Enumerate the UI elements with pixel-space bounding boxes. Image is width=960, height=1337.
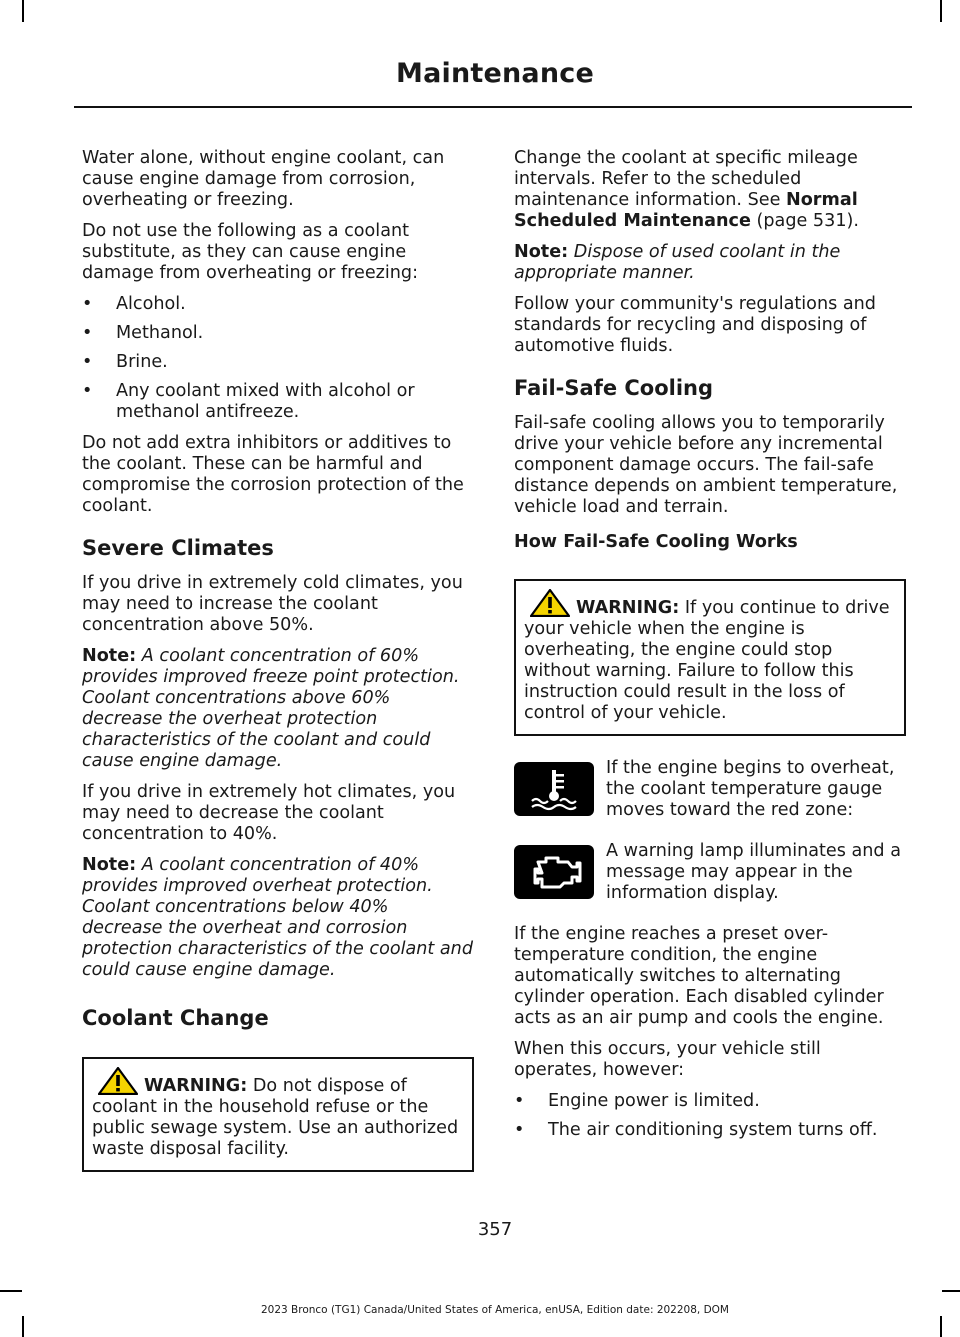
engine-glyph bbox=[524, 852, 584, 892]
paragraph: Follow your community's regulations and standards for recycling and disposing of automotive fluids. bbox=[514, 294, 876, 356]
warning-triangle-icon bbox=[530, 589, 570, 617]
list-item: • The air conditioning system turns off. bbox=[514, 1120, 906, 1141]
paragraph: Fail-safe cooling allows you to temporarily drive your vehicle before any incremental component damage occurs. The fail-safe distance depends on ambient temperature, vehicle load and terrain. bbox=[514, 413, 898, 517]
paragraph: When this occurs, your vehicle still operates, however: bbox=[514, 1039, 821, 1080]
icon-description: A warning lamp illuminates and a message may appear in the information display. bbox=[606, 841, 901, 903]
icon-description: If the engine begins to overheat, the coolant temperature gauge moves toward the red zone: bbox=[606, 758, 895, 820]
list-item: • Brine. bbox=[82, 352, 474, 373]
paragraph bbox=[514, 148, 906, 232]
subheading-how-fail-safe-works: How Fail-Safe Cooling Works bbox=[514, 532, 798, 552]
footer-edition-info: 2023 Bronco (TG1) Canada/United States of America, enUSA, Edition date: 202208, DOM bbox=[260, 1304, 729, 1316]
note bbox=[514, 242, 906, 284]
page-number: 357 bbox=[477, 1219, 513, 1240]
note-text: A coolant concentration of 40% provides improved overheat protection. Coolant concentrations below 40% decrease the overheat and corrosion protection characteristics of the coolant and could cause engine damage. bbox=[82, 855, 474, 980]
note-text: A coolant concentration of 60% provides improved freeze point protection. Coolant concentrations above 60% decrease the overheat protection characteristics of the coolant and could cause engine damage. bbox=[82, 646, 460, 771]
list-item: • Any coolant mixed with alcohol or methanol antifreeze. bbox=[82, 381, 474, 423]
crop-mark-bottom-left bbox=[22, 1316, 24, 1337]
header-divider bbox=[74, 106, 912, 108]
note bbox=[82, 646, 474, 772]
paragraph: If you drive in extremely hot climates, you may need to decrease the coolant concentration to 40%. bbox=[82, 782, 456, 844]
list-item: • Alcohol. bbox=[82, 294, 474, 315]
note-label: Note: bbox=[514, 242, 569, 262]
list-item: • Engine power is limited. bbox=[514, 1091, 906, 1112]
warning-box bbox=[82, 1057, 474, 1172]
warning-text: Do not dispose of coolant in the household refuse or the public sewage system. Use an authorized waste disposal facility. bbox=[92, 1076, 459, 1159]
page-title: Maintenance bbox=[396, 58, 594, 89]
list-item: • Methanol. bbox=[82, 323, 474, 344]
substitute-list bbox=[82, 294, 474, 423]
crop-mark-top-right bbox=[940, 0, 942, 22]
note-label: Note: bbox=[82, 646, 137, 666]
text-run: (page 531). bbox=[750, 211, 859, 231]
warning-label: WARNING: bbox=[144, 1076, 248, 1096]
paragraph: If you drive in extremely cold climates, you may need to increase the coolant concentration above 50%. bbox=[82, 573, 463, 635]
section-heading-coolant-change: Coolant Change bbox=[82, 1006, 269, 1030]
section-heading-fail-safe-cooling: Fail-Safe Cooling bbox=[514, 376, 714, 400]
right-column bbox=[514, 148, 906, 1151]
warning-box bbox=[514, 579, 906, 736]
crop-mark-bottom-left-h bbox=[0, 1290, 22, 1292]
warning-label: WARNING: bbox=[576, 598, 680, 618]
thermometer-waves-glyph bbox=[526, 767, 582, 811]
text-run: Change the coolant at specific mileage intervals. Refer to the scheduled maintenance information. See bbox=[514, 148, 858, 210]
section-heading-severe-climates: Severe Climates bbox=[82, 536, 274, 560]
note-label: Note: bbox=[82, 855, 137, 875]
failsafe-effects-list bbox=[514, 1091, 906, 1141]
warning-triangle-icon bbox=[98, 1067, 138, 1095]
warning-text: If you continue to drive your vehicle when the engine is overheating, the engine could stop without warning. Failure to follow this instruction could result in the loss of control of your vehicle. bbox=[524, 598, 890, 723]
paragraph: Water alone, without engine coolant, can cause engine damage from corrosion, overheating or freezing. bbox=[82, 148, 445, 210]
note-text: Dispose of used coolant in the appropriate manner. bbox=[514, 242, 841, 283]
paragraph: Do not use the following as a coolant substitute, as they can cause engine damage from overheating or freezing: bbox=[82, 221, 419, 283]
left-column bbox=[82, 148, 474, 1194]
paragraph: If the engine reaches a preset over-temperature condition, the engine automatically switches to alternating cylinder operation. Each disabled cylinder acts as an air pump and cools the engine. bbox=[514, 924, 884, 1028]
crop-mark-top-left bbox=[22, 0, 24, 22]
check-engine-icon bbox=[514, 845, 594, 899]
icon-row-coolant-temp bbox=[514, 758, 906, 821]
paragraph: Do not add extra inhibitors or additives to the coolant. These can be harmful and compromise the corrosion protection of the coolant. bbox=[82, 433, 464, 516]
note bbox=[82, 855, 474, 981]
icon-row-check-engine bbox=[514, 841, 906, 904]
crop-mark-bottom-right bbox=[940, 1316, 942, 1337]
coolant-temperature-icon bbox=[514, 762, 594, 816]
crop-mark-bottom-right-h bbox=[942, 1290, 960, 1292]
cross-reference-link[interactable]: Normal Scheduled Maintenance bbox=[514, 190, 858, 231]
